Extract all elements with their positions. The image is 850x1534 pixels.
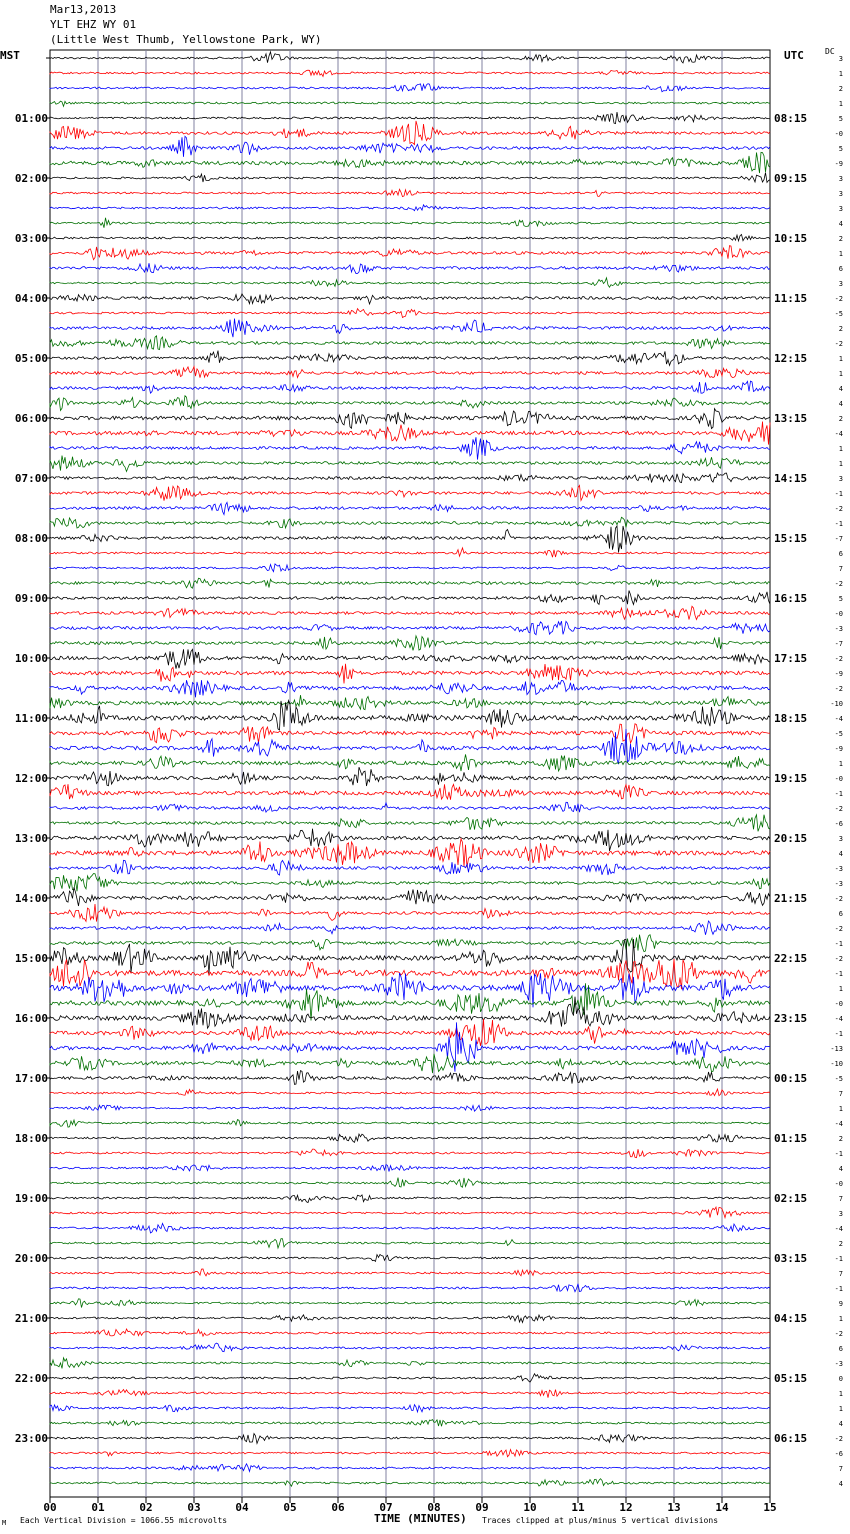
right-hour-label: 14:15 — [774, 472, 808, 485]
dc-offset-label: -4 — [834, 1120, 843, 1128]
dc-offset-label: -2 — [834, 925, 843, 933]
seismic-trace — [50, 621, 770, 634]
x-tick-label: 09 — [475, 1501, 489, 1514]
dc-offset-label: 1 — [838, 1405, 843, 1413]
seismic-trace — [50, 578, 770, 588]
dc-offset-label: -6 — [834, 1450, 843, 1458]
seismic-trace — [50, 502, 770, 514]
seismic-trace — [50, 680, 770, 697]
dc-offset-label: -4 — [834, 1225, 843, 1233]
dc-offset-label: -0 — [834, 610, 843, 618]
dc-offset-label: 1 — [838, 70, 843, 78]
seismic-trace — [50, 664, 770, 684]
dc-offset-label: 1 — [838, 355, 843, 363]
right-hour-label: 01:15 — [774, 1132, 808, 1145]
seismic-trace — [50, 1269, 770, 1276]
seismic-trace — [50, 1450, 770, 1457]
x-tick-label: 02 — [139, 1501, 153, 1514]
left-hour-label: 08:00 — [14, 532, 48, 545]
dc-offset-label: 1 — [838, 760, 843, 768]
seismic-trace — [50, 935, 770, 952]
dc-offset-label: 5 — [838, 595, 843, 603]
dc-offset-label: 3 — [838, 205, 843, 213]
dc-label: DC — [825, 47, 835, 56]
left-hour-label: 02:00 — [14, 172, 48, 185]
seismic-trace — [50, 319, 770, 338]
seismic-trace — [50, 1207, 770, 1218]
seismic-trace — [50, 101, 770, 106]
seismic-trace — [50, 1134, 770, 1142]
chart-station: YLT EHZ WY 01 — [50, 18, 137, 31]
seismic-trace — [50, 784, 770, 800]
left-hour-label: 09:00 — [14, 592, 48, 605]
dc-offset-label: -5 — [834, 1075, 843, 1083]
left-hour-label: 13:00 — [14, 832, 48, 845]
dc-offset-label: -0 — [834, 1180, 843, 1188]
seismic-trace — [50, 839, 770, 868]
seismic-trace — [50, 422, 770, 445]
seismic-trace — [50, 860, 770, 875]
dc-offset-label: -1 — [834, 490, 843, 498]
x-tick-label: 11 — [571, 1501, 585, 1514]
seismic-trace — [50, 754, 770, 771]
right-hour-label: 21:15 — [774, 892, 808, 905]
dc-offset-label: 3 — [838, 280, 843, 288]
seismic-trace — [50, 1165, 770, 1172]
seismic-trace — [50, 695, 770, 709]
left-hour-label: 14:00 — [14, 892, 48, 905]
seismic-trace — [50, 1120, 770, 1128]
right-hour-label: 22:15 — [774, 952, 808, 965]
dc-offset-label: -1 — [834, 1030, 843, 1038]
left-hour-label: 07:00 — [14, 472, 48, 485]
right-hour-label: 15:15 — [774, 532, 808, 545]
seismic-trace — [50, 904, 770, 922]
seismic-trace — [50, 887, 770, 906]
seismic-trace — [50, 1420, 770, 1427]
seismic-trace — [50, 649, 770, 668]
seismic-trace — [50, 152, 770, 173]
dc-offset-label: 1 — [838, 985, 843, 993]
dc-offset-label: -2 — [834, 955, 843, 963]
dc-offset-label: 3 — [838, 835, 843, 843]
x-tick-label: 13 — [667, 1501, 681, 1514]
seismic-trace — [50, 473, 770, 483]
dc-offset-label: -5 — [834, 310, 843, 318]
seismic-trace — [50, 336, 770, 350]
seismic-trace — [50, 409, 770, 429]
right-hour-label: 16:15 — [774, 592, 808, 605]
left-hour-label: 19:00 — [14, 1192, 48, 1205]
seismic-trace — [50, 1329, 770, 1336]
seismic-trace — [50, 1374, 770, 1382]
dc-offset-label: 1 — [838, 460, 843, 468]
seismic-trace — [50, 1464, 770, 1472]
left-hour-label: 23:00 — [14, 1432, 48, 1445]
right-hour-label: 00:15 — [774, 1072, 808, 1085]
dc-offset-label: 5 — [838, 145, 843, 153]
left-hour-label: 11:00 — [14, 712, 48, 725]
right-hour-label: 09:15 — [774, 172, 808, 185]
seismic-trace — [50, 959, 770, 989]
x-axis-title: TIME (MINUTES) — [374, 1512, 467, 1525]
right-hour-label: 18:15 — [774, 712, 808, 725]
dc-offset-label: -1 — [834, 940, 843, 948]
seismic-trace — [50, 1315, 770, 1323]
dc-offset-label: -2 — [834, 1435, 843, 1443]
seismic-trace — [50, 1071, 770, 1085]
seismic-trace — [50, 1149, 770, 1157]
left-hour-label: 06:00 — [14, 412, 48, 425]
dc-offset-label: 7 — [838, 565, 843, 573]
seismic-trace — [50, 1405, 770, 1412]
dc-offset-label: -2 — [834, 295, 843, 303]
seismic-trace — [50, 1239, 770, 1248]
left-hour-label: 18:00 — [14, 1132, 48, 1145]
dc-offset-label: -2 — [834, 340, 843, 348]
dc-offset-label: 1 — [838, 100, 843, 108]
dc-offset-label: 6 — [838, 910, 843, 918]
right-hour-label: 20:15 — [774, 832, 808, 845]
left-hour-label: 15:00 — [14, 952, 48, 965]
dc-offset-label: 2 — [838, 415, 843, 423]
dc-offset-label: 9 — [838, 1300, 843, 1308]
right-hour-label: 05:15 — [774, 1372, 808, 1385]
seismic-trace — [50, 1358, 770, 1369]
dc-offset-label: 7 — [838, 1270, 843, 1278]
seismic-trace — [50, 234, 770, 240]
seismic-trace — [50, 636, 770, 651]
seismic-trace — [50, 456, 770, 472]
dc-offset-label: -9 — [834, 745, 843, 753]
seismic-trace — [50, 121, 770, 145]
seismic-trace — [50, 1254, 770, 1261]
seismic-trace — [50, 84, 770, 92]
division-note: Each Vertical Division = 1066.55 microvolts — [20, 1516, 228, 1525]
left-hour-label: 22:00 — [14, 1372, 48, 1385]
right-timezone-label: UTC — [784, 49, 804, 62]
seismic-trace — [50, 437, 770, 459]
dc-offset-label: 4 — [838, 385, 843, 393]
seismic-trace — [50, 351, 770, 366]
seismic-trace — [50, 246, 770, 260]
seismic-trace — [50, 173, 770, 183]
right-hour-label: 13:15 — [774, 412, 808, 425]
dc-offset-label: -10 — [830, 700, 843, 708]
dc-offset-label: 4 — [838, 400, 843, 408]
dc-offset-label: 2 — [838, 1240, 843, 1248]
x-tick-label: 08 — [427, 1501, 441, 1514]
dc-offset-label: -1 — [834, 1150, 843, 1158]
dc-offset-label: -2 — [834, 505, 843, 513]
seismic-trace — [50, 381, 770, 393]
x-tick-label: 07 — [379, 1501, 393, 1514]
dc-offset-label: 4 — [838, 220, 843, 228]
seismic-trace — [50, 1223, 770, 1232]
chart-date: Mar13,2013 — [50, 3, 117, 16]
seismic-trace — [50, 767, 770, 786]
right-hour-label: 04:15 — [774, 1312, 808, 1325]
left-hour-label: 03:00 — [14, 232, 48, 245]
dc-offset-label: 4 — [838, 850, 843, 858]
dc-offset-label: -5 — [834, 730, 843, 738]
dc-offset-label: 5 — [838, 115, 843, 123]
right-hour-label: 19:15 — [774, 772, 808, 785]
dc-offset-label: -9 — [834, 670, 843, 678]
chart-location: (Little West Thumb, Yellowstone Park, WY) — [50, 33, 322, 46]
seismic-trace — [50, 1284, 770, 1292]
dc-offset-label: -3 — [834, 880, 843, 888]
seismic-trace — [50, 729, 770, 764]
dc-offset-label: 1 — [838, 370, 843, 378]
dc-offset-label: -10 — [830, 1060, 843, 1068]
seismic-trace — [50, 1019, 770, 1046]
right-hour-label: 03:15 — [774, 1252, 808, 1265]
dc-offset-label: -7 — [834, 640, 843, 648]
dc-offset-label: 4 — [838, 1420, 843, 1428]
dc-offset-label: 0 — [838, 1375, 843, 1383]
right-hour-label: 17:15 — [774, 652, 808, 665]
right-hour-label: 11:15 — [774, 292, 808, 305]
dc-offset-label: 1 — [838, 250, 843, 258]
x-tick-label: 06 — [331, 1501, 345, 1514]
dc-offset-label: -3 — [834, 1360, 843, 1368]
dc-offset-label: 2 — [838, 325, 843, 333]
left-hour-label: 10:00 — [14, 652, 48, 665]
seismic-trace — [50, 874, 770, 892]
seismic-trace — [50, 112, 770, 124]
dc-offset-label: -4 — [834, 1015, 843, 1023]
right-hour-label: 02:15 — [774, 1192, 808, 1205]
seismic-trace — [50, 815, 770, 832]
dc-offset-label: -1 — [834, 790, 843, 798]
x-tick-label: 10 — [523, 1501, 537, 1514]
left-hour-label: 21:00 — [14, 1312, 48, 1325]
dc-offset-label: 4 — [838, 1165, 843, 1173]
dc-offset-label: -1 — [834, 970, 843, 978]
seismic-trace — [50, 309, 770, 318]
dc-offset-label: -2 — [834, 580, 843, 588]
dc-offset-label: 2 — [838, 235, 843, 243]
seismic-trace — [50, 1195, 770, 1203]
dc-offset-label: 7 — [838, 1195, 843, 1203]
seismic-trace — [50, 52, 770, 63]
dc-offset-label: -6 — [834, 820, 843, 828]
dc-offset-label: 4 — [838, 1480, 843, 1488]
seismic-trace — [50, 701, 770, 730]
seismic-trace — [50, 485, 770, 500]
x-tick-label: 04 — [235, 1501, 249, 1514]
seismic-trace — [50, 205, 770, 211]
dc-offset-label: -1 — [834, 1285, 843, 1293]
dc-offset-label: -0 — [834, 130, 843, 138]
dc-offset-label: -2 — [834, 1330, 843, 1338]
left-hour-label: 20:00 — [14, 1252, 48, 1265]
right-hour-label: 10:15 — [774, 232, 808, 245]
seismic-trace — [50, 1089, 770, 1096]
seismic-trace — [50, 1434, 770, 1444]
seismic-trace — [50, 1054, 770, 1073]
left-hour-label: 04:00 — [14, 292, 48, 305]
dc-offset-label: 2 — [838, 85, 843, 93]
dc-offset-label: -3 — [834, 865, 843, 873]
dc-offset-label: -9 — [834, 160, 843, 168]
dc-offset-label: 3 — [838, 55, 843, 63]
dc-offset-label: 7 — [838, 1465, 843, 1473]
clip-note: Traces clipped at plus/minus 5 vertical divisions — [482, 1516, 719, 1525]
left-hour-label: 05:00 — [14, 352, 48, 365]
dc-offset-label: -2 — [834, 655, 843, 663]
logo-mark: M — [2, 1519, 7, 1527]
dc-offset-label: 1 — [838, 1105, 843, 1113]
right-hour-label: 12:15 — [774, 352, 808, 365]
seismic-trace — [50, 921, 770, 935]
left-hour-label: 17:00 — [14, 1072, 48, 1085]
seismic-trace — [50, 526, 770, 553]
dc-offset-label: 3 — [838, 190, 843, 198]
seismic-trace — [50, 829, 770, 851]
seismic-trace — [50, 367, 770, 378]
dc-offset-label: 1 — [838, 1315, 843, 1323]
left-hour-label: 12:00 — [14, 772, 48, 785]
seismic-trace — [50, 189, 770, 196]
dc-offset-label: -4 — [834, 715, 843, 723]
seismic-trace — [50, 218, 770, 228]
dc-offset-label: -2 — [834, 685, 843, 693]
seismic-trace — [50, 591, 770, 605]
dc-offset-label: -1 — [834, 1255, 843, 1263]
dc-offset-label: 1 — [838, 445, 843, 453]
dc-offset-label: 3 — [838, 1210, 843, 1218]
seismic-trace — [50, 278, 770, 287]
dc-offset-label: -0 — [834, 775, 843, 783]
dc-offset-label: 3 — [838, 175, 843, 183]
dc-offset-label: 3 — [838, 475, 843, 483]
dc-offset-label: 7 — [838, 1090, 843, 1098]
x-tick-label: 01 — [91, 1501, 105, 1514]
dc-offset-label: -4 — [834, 430, 843, 438]
dc-offset-label: 2 — [838, 1135, 843, 1143]
seismic-trace — [50, 396, 770, 411]
x-tick-label: 05 — [283, 1501, 297, 1514]
seismic-trace — [50, 263, 770, 273]
seismic-trace — [50, 606, 770, 619]
right-hour-label: 23:15 — [774, 1012, 808, 1025]
dc-offset-label: 1 — [838, 1390, 843, 1398]
seismic-trace — [50, 70, 770, 76]
x-tick-label: 00 — [43, 1501, 57, 1514]
seismic-trace — [50, 517, 770, 528]
seismic-trace — [50, 1105, 770, 1111]
x-tick-label: 15 — [763, 1501, 777, 1514]
dc-offset-label: -1 — [834, 520, 843, 528]
dc-offset-label: -2 — [834, 895, 843, 903]
x-tick-label: 14 — [715, 1501, 729, 1514]
left-hour-label: 16:00 — [14, 1012, 48, 1025]
seismic-trace — [50, 294, 770, 304]
left-hour-label: 01:00 — [14, 112, 48, 125]
seismic-trace — [50, 548, 770, 557]
seismic-trace — [50, 1299, 770, 1308]
seismic-trace — [50, 802, 770, 812]
dc-offset-label: -0 — [834, 1000, 843, 1008]
dc-offset-label: -7 — [834, 535, 843, 543]
seismic-trace — [50, 564, 770, 572]
dc-offset-label: -2 — [834, 805, 843, 813]
dc-offset-label: 6 — [838, 265, 843, 273]
seismic-trace — [50, 1479, 770, 1487]
right-hour-label: 08:15 — [774, 112, 808, 125]
x-tick-label: 03 — [187, 1501, 201, 1514]
seismic-trace — [50, 1343, 770, 1352]
dc-offset-label: -3 — [834, 625, 843, 633]
seismic-trace — [50, 724, 770, 743]
seismic-trace — [50, 1389, 770, 1397]
seismic-trace — [50, 1178, 770, 1188]
dc-offset-label: 6 — [838, 1345, 843, 1353]
left-timezone-label: MST — [0, 49, 20, 62]
dc-offset-label: -13 — [830, 1045, 843, 1053]
x-tick-label: 12 — [619, 1501, 633, 1514]
dc-offset-label: 6 — [838, 550, 843, 558]
right-hour-label: 06:15 — [774, 1432, 808, 1445]
